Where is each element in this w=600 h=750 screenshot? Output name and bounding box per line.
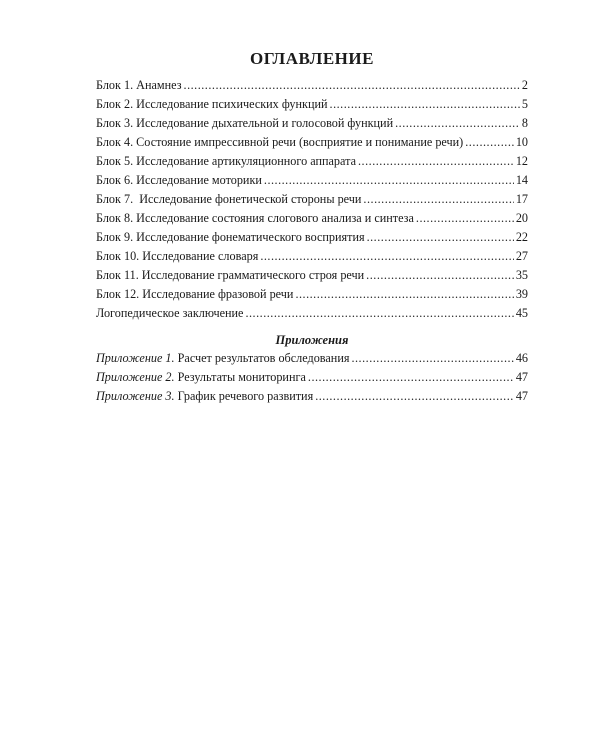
toc-entry-page: 22 (515, 230, 528, 244)
document-page (96, 42, 528, 406)
toc-entry-label: Блок 3. Исследование дыхательной и голосовой функций (96, 116, 394, 130)
toc-entry-page: 35 (515, 268, 528, 282)
toc-entry[interactable] (96, 228, 528, 247)
dot-leader (367, 228, 514, 247)
appendix-entry-label (96, 349, 349, 368)
toc-entry-page: 2 (521, 78, 528, 92)
toc-entry-page: 17 (515, 192, 528, 206)
toc-entry[interactable] (96, 133, 528, 152)
dot-leader (358, 152, 514, 171)
toc-entry-page: 5 (521, 97, 528, 111)
dot-leader (465, 133, 514, 152)
toc-entry-label: Логопедическое заключение (96, 306, 244, 320)
toc-entry[interactable] (96, 247, 528, 266)
appendix-entry[interactable] (96, 387, 528, 406)
toc-entry-label: Блок 2. Исследование психических функций (96, 97, 328, 111)
dot-leader (351, 349, 513, 368)
dot-leader (330, 95, 520, 114)
appendix-title: Расчет результатов обследования (174, 351, 350, 365)
toc-entry-label: Блок 11. Исследование грамматического строя речи (96, 268, 365, 282)
dot-leader (245, 304, 513, 323)
toc-entry-label: Блок 9. Исследование фонематического восприятия (96, 230, 365, 244)
dot-leader (395, 114, 520, 133)
appendix-entry[interactable] (96, 368, 528, 387)
table-of-contents (96, 76, 528, 323)
dot-leader (264, 171, 514, 190)
dot-leader (315, 387, 514, 406)
toc-entry-page: 14 (515, 173, 528, 187)
toc-entry[interactable] (96, 152, 528, 171)
toc-entry-label: Блок 5. Исследование артикуляционного аппарата (96, 154, 356, 168)
toc-entry[interactable] (96, 285, 528, 304)
toc-entry[interactable] (96, 190, 528, 209)
toc-entry[interactable] (96, 304, 528, 323)
toc-entry-label: Блок 6. Исследование моторики (96, 173, 262, 187)
appendix-title: Результаты мониторинга (174, 370, 306, 384)
toc-entry-page: 20 (515, 211, 528, 225)
toc-entry-label: Блок 1. Анамнез (96, 78, 182, 92)
toc-entry[interactable] (96, 95, 528, 114)
toc-entry[interactable] (96, 114, 528, 133)
toc-entry-page: 27 (515, 249, 528, 263)
appendix-entry-page: 47 (515, 370, 528, 384)
appendix-heading: Приложения (275, 333, 349, 347)
dot-leader (366, 266, 514, 285)
appendix-entry-label (96, 387, 313, 406)
dot-leader (184, 76, 520, 95)
toc-entry[interactable] (96, 171, 528, 190)
toc-entry-label: Блок 8. Исследование состояния слогового анализа и синтеза (96, 211, 414, 225)
toc-entry-page: 39 (515, 287, 528, 301)
dot-leader (260, 247, 514, 266)
appendix-prefix: Приложение 2. (96, 370, 175, 384)
toc-entry-page: 10 (515, 135, 528, 149)
appendix-title: График речевого развития (174, 389, 314, 403)
dot-leader (308, 368, 514, 387)
dot-leader (295, 285, 513, 304)
toc-entry-label: Блок 12. Исследование фразовой речи (96, 287, 294, 301)
toc-entry-label: Блок 10. Исследование словаря (96, 249, 259, 263)
toc-entry-page: 8 (521, 116, 528, 130)
toc-entry-label: Блок 7. Исследование фонетической стороны речи (96, 192, 362, 206)
appendix-list (96, 349, 528, 406)
appendix-entry-page: 46 (515, 351, 528, 365)
appendix-entry-label (96, 368, 306, 387)
toc-entry[interactable] (96, 209, 528, 228)
appendix-prefix: Приложение 1. (96, 351, 175, 365)
dot-leader (416, 209, 514, 228)
toc-entry[interactable] (96, 266, 528, 285)
toc-entry-label: Блок 4. Состояние импрессивной речи (восприятие и понимание речи) (96, 135, 464, 149)
toc-entry[interactable] (96, 76, 528, 95)
page-title: ОГЛАВЛЕНИЕ (250, 49, 374, 68)
appendix-entry[interactable] (96, 349, 528, 368)
appendix-entry-page: 47 (515, 389, 528, 403)
toc-entry-page: 12 (515, 154, 528, 168)
appendix-prefix: Приложение 3. (96, 389, 175, 403)
dot-leader (363, 190, 513, 209)
toc-entry-page: 45 (515, 306, 528, 320)
